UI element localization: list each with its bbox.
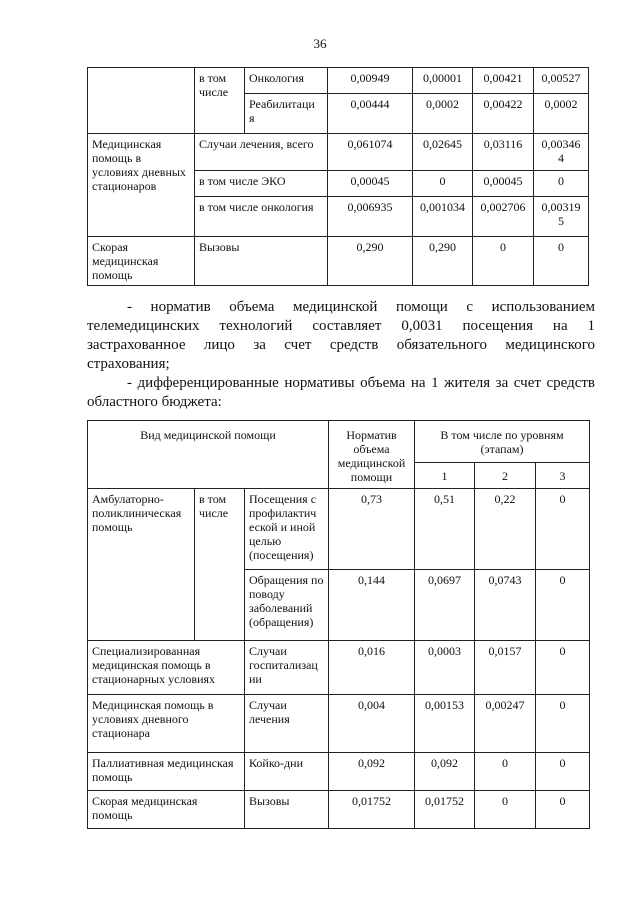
- service-cell: Онкология: [245, 68, 328, 94]
- header-levels: В том числе по уровням (этапам): [415, 421, 590, 463]
- value-cell: 0,0697: [415, 570, 475, 641]
- value-cell: 0,00319 5: [534, 197, 589, 237]
- unit-cell: Койко-дни: [245, 753, 329, 791]
- unit-cell: Посещения с профилактич еской и иной целью (посещения): [245, 489, 329, 570]
- paragraph-regional-budget: [87, 374, 595, 412]
- value-cell: 0,00422: [473, 94, 534, 134]
- paragraph-line: телемедицинских технологий составляет 0,0031 посещения на 1: [87, 318, 595, 334]
- value-cell: 0,290: [328, 237, 413, 286]
- service-cell: Реабилитаци я: [245, 94, 328, 134]
- table-differentiated-norms: [87, 420, 590, 829]
- service-cell: в том числе онкология: [195, 197, 328, 237]
- value-cell: 0,061074: [328, 134, 413, 171]
- value-cell: 0: [534, 237, 589, 286]
- table-volume-norms-continued: [87, 67, 589, 286]
- value-cell: 0,001034: [413, 197, 473, 237]
- unit-cell: Случаи госпитализац ии: [245, 641, 329, 695]
- table-row: [88, 489, 590, 570]
- unit-cell: Случаи лечения: [245, 695, 329, 753]
- value-cell: 0: [413, 171, 473, 197]
- paragraph-line: - дифференцированные нормативы объема на 1 жителя за счет средств: [127, 375, 595, 391]
- paragraph-telemedicine: [87, 298, 595, 374]
- value-cell: 0: [475, 753, 536, 791]
- row-type-cell: Скорая медицинская помощь: [88, 237, 195, 286]
- subtype-cell: в том числе: [195, 489, 245, 641]
- value-cell: 0,01752: [329, 791, 415, 829]
- header-level-2: 2: [475, 463, 536, 489]
- row-type-cell: Скорая медицинская помощь: [88, 791, 245, 829]
- value-cell: 0: [536, 695, 590, 753]
- value-cell: 0,73: [329, 489, 415, 570]
- value-cell: 0,016: [329, 641, 415, 695]
- subtype-cell: в том числе: [195, 68, 245, 134]
- table-row: [88, 791, 590, 829]
- value-cell: 0,01752: [415, 791, 475, 829]
- value-cell: 0,004: [329, 695, 415, 753]
- service-cell: Случаи лечения, всего: [195, 134, 328, 171]
- value-cell: 0: [473, 237, 534, 286]
- table-row: [88, 695, 590, 753]
- value-cell: 0,00045: [328, 171, 413, 197]
- header-type: Вид медицинской помощи: [88, 421, 329, 489]
- table-row: [88, 68, 589, 94]
- value-cell: 0,00444: [328, 94, 413, 134]
- row-type-cell: Специализированная медицинская помощь в стационарных условиях: [88, 641, 245, 695]
- value-cell: 0: [536, 489, 590, 570]
- value-cell: 0,00949: [328, 68, 413, 94]
- value-cell: 0,0002: [413, 94, 473, 134]
- value-cell: 0: [536, 570, 590, 641]
- value-cell: 0: [536, 753, 590, 791]
- table-row: [88, 753, 590, 791]
- value-cell: 0,51: [415, 489, 475, 570]
- row-type-cell: Амбулаторно-поликлиническая помощь: [88, 489, 195, 641]
- header-norm: Норматив объема медицинской помощи: [329, 421, 415, 489]
- value-cell: 0,0002: [534, 94, 589, 134]
- paragraph-line: областного бюджета:: [87, 394, 222, 410]
- header-level-1: 1: [415, 463, 475, 489]
- paragraph-line: страхования;: [87, 356, 170, 372]
- table-row: [88, 237, 589, 286]
- value-cell: 0,02645: [413, 134, 473, 171]
- row-type-cell: Медицинская помощь в условиях дневного стационара: [88, 695, 245, 753]
- page-number: 36: [313, 36, 327, 51]
- unit-cell: Обращения по поводу заболеваний (обращения): [245, 570, 329, 641]
- value-cell: 0: [475, 791, 536, 829]
- value-cell: 0,00346 4: [534, 134, 589, 171]
- value-cell: 0,290: [413, 237, 473, 286]
- value-cell: 0,002706: [473, 197, 534, 237]
- value-cell: 0,092: [415, 753, 475, 791]
- service-cell: в том числе ЭКО: [195, 171, 328, 197]
- value-cell: 0,0743: [475, 570, 536, 641]
- value-cell: 0,00153: [415, 695, 475, 753]
- header-level-3: 3: [536, 463, 590, 489]
- row-type-cell: Медицинская помощь в условиях дневных стационаров: [88, 134, 195, 237]
- value-cell: 0,00001: [413, 68, 473, 94]
- value-cell: 0,00247: [475, 695, 536, 753]
- value-cell: 0: [536, 641, 590, 695]
- value-cell: 0,006935: [328, 197, 413, 237]
- row-type-cell: [88, 68, 195, 134]
- value-cell: 0,03116: [473, 134, 534, 171]
- row-type-cell: Паллиативная медицинская помощь: [88, 753, 245, 791]
- value-cell: 0,00421: [473, 68, 534, 94]
- value-cell: 0,00045: [473, 171, 534, 197]
- value-cell: 0,144: [329, 570, 415, 641]
- value-cell: 0,0157: [475, 641, 536, 695]
- value-cell: 0,00527: [534, 68, 589, 94]
- unit-cell: Вызовы: [245, 791, 329, 829]
- value-cell: 0: [536, 791, 590, 829]
- paragraph-line: застрахованное лицо за счет средств обязательного медицинского: [87, 337, 595, 353]
- value-cell: 0,22: [475, 489, 536, 570]
- table-row: [88, 641, 590, 695]
- value-cell: 0,092: [329, 753, 415, 791]
- paragraph-line: - норматив объема медицинской помощи с использованием: [127, 299, 595, 315]
- table-row: [88, 134, 589, 171]
- value-cell: 0,0003: [415, 641, 475, 695]
- service-cell: Вызовы: [195, 237, 328, 286]
- value-cell: 0: [534, 171, 589, 197]
- table-header-row: [88, 421, 590, 463]
